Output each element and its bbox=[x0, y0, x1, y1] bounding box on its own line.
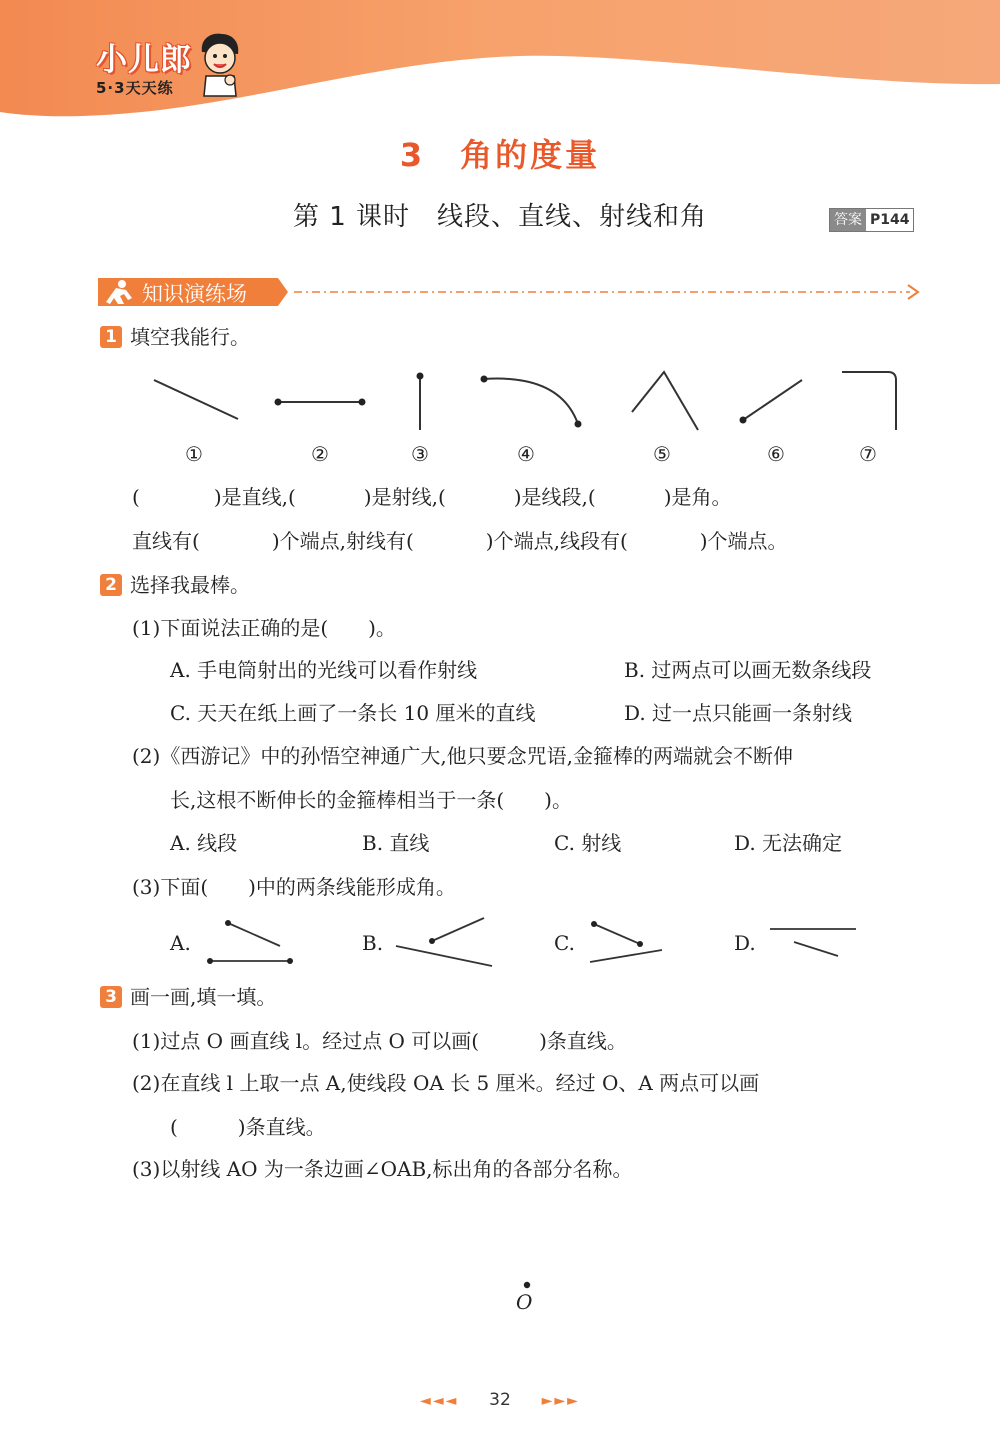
q2-part3-option-c: C. bbox=[554, 931, 575, 955]
q2-title: 选择我最棒。 bbox=[130, 573, 250, 597]
figure-2-segment bbox=[275, 399, 366, 406]
brand-logo bbox=[96, 34, 192, 98]
figure-1-line bbox=[154, 380, 238, 419]
q3-title: 画一画,填一填。 bbox=[130, 985, 277, 1009]
figure-3-ray bbox=[417, 373, 424, 431]
q2-part2-stem-line1: (2)《西游记》中的孙悟空神通广大,他只要念咒语,金箍棒的两端就会不断伸 bbox=[132, 744, 794, 768]
q3-number: 3 bbox=[100, 986, 122, 1008]
figure-label-4: ④ bbox=[517, 442, 535, 466]
q3-part1: (1)过点 O 画直线 l。经过点 O 可以画( )条直线。 bbox=[132, 1029, 627, 1053]
q2-part2-stem-line2: 长,这根不断伸长的金箍棒相当于一条( )。 bbox=[170, 788, 572, 812]
q2-part2-option-a: A. 线段 bbox=[170, 831, 238, 855]
figure-label-7: ⑦ bbox=[859, 442, 877, 466]
lesson-title: 第 1 课时 线段、直线、射线和角 bbox=[292, 202, 708, 232]
section-banner-label: 知识演练场 bbox=[142, 282, 247, 306]
q1-figures bbox=[0, 360, 1000, 440]
figure-label-5: ⑤ bbox=[653, 442, 671, 466]
next-arrows-icon: ►►► bbox=[541, 1393, 580, 1409]
option-d-figure bbox=[770, 929, 856, 956]
q1-title: 填空我能行。 bbox=[130, 325, 250, 349]
chapter-title: 3 角的度量 bbox=[399, 136, 601, 174]
q3-part2-line2: ( )条直线。 bbox=[170, 1115, 326, 1139]
figure-4-curve bbox=[481, 376, 582, 428]
page-footer bbox=[0, 1390, 1000, 1410]
q1-heading bbox=[100, 322, 250, 352]
figure-label-2: ② bbox=[311, 442, 329, 466]
figure-5-angle bbox=[632, 372, 698, 430]
mascot-boy-icon bbox=[196, 30, 242, 100]
figure-label-1: ① bbox=[185, 442, 203, 466]
brand-subtitle: 5·3天天练 bbox=[96, 79, 174, 97]
prev-arrows-icon: ◄◄◄ bbox=[420, 1393, 459, 1409]
q3-part2-line1: (2)在直线 l 上取一点 A,使线段 OA 长 5 厘米。经过 O、A 两点可以画 bbox=[132, 1071, 760, 1095]
brand-title: 小儿郎 bbox=[96, 42, 192, 78]
q2-part1-option-b: B. 过两点可以画无数条线段 bbox=[624, 658, 872, 682]
q2-part2-option-d: D. 无法确定 bbox=[734, 831, 843, 855]
answer-label: 答案 bbox=[830, 209, 866, 231]
answer-page-ref: P144 bbox=[866, 209, 913, 231]
q2-part1-option-c: C. 天天在纸上画了一条长 10 厘米的直线 bbox=[170, 701, 536, 725]
q1-number: 1 bbox=[100, 326, 122, 348]
q2-part1-stem: (1)下面说法正确的是( )。 bbox=[132, 616, 396, 640]
option-a-figure bbox=[207, 920, 293, 964]
q3-part3: (3)以射线 AO 为一条边画∠OAB,标出角的各部分名称。 bbox=[132, 1157, 633, 1181]
q2-part1-option-d: D. 过一点只能画一条射线 bbox=[624, 701, 853, 725]
figure-label-3: ③ bbox=[411, 442, 429, 466]
option-b-figure bbox=[396, 918, 492, 966]
figure-6-ray bbox=[740, 380, 803, 424]
answer-page-badge bbox=[829, 208, 914, 232]
option-c-figure bbox=[590, 921, 662, 962]
figure-label-6: ⑥ bbox=[767, 442, 785, 466]
q1-fill-line-2: 直线有( )个端点,射线有( )个端点,线段有( )个端点。 bbox=[132, 529, 788, 553]
figure-7-corner bbox=[842, 372, 896, 430]
q2-part3-stem: (3)下面( )中的两条线能形成角。 bbox=[132, 875, 456, 899]
q2-heading bbox=[100, 570, 250, 600]
q2-part2-option-b: B. 直线 bbox=[362, 831, 430, 855]
q1-fill-line-1: ( )是直线,( )是射线,( )是线段,( )是角。 bbox=[132, 485, 732, 509]
point-o-label: O bbox=[516, 1290, 533, 1314]
q2-part3-option-a: A. bbox=[170, 931, 191, 955]
q2-part2-option-c: C. 射线 bbox=[554, 831, 622, 855]
q2-number: 2 bbox=[100, 574, 122, 596]
q2-part1-option-a: A. 手电筒射出的光线可以看作射线 bbox=[170, 658, 478, 682]
q2-part3-option-d: D. bbox=[734, 931, 756, 955]
page-number: 32 bbox=[489, 1390, 511, 1410]
point-o-dot bbox=[522, 1280, 532, 1290]
q2-part3-option-b: B. bbox=[362, 931, 384, 955]
q2-part3-figures bbox=[0, 912, 1000, 972]
q3-heading bbox=[100, 982, 276, 1012]
